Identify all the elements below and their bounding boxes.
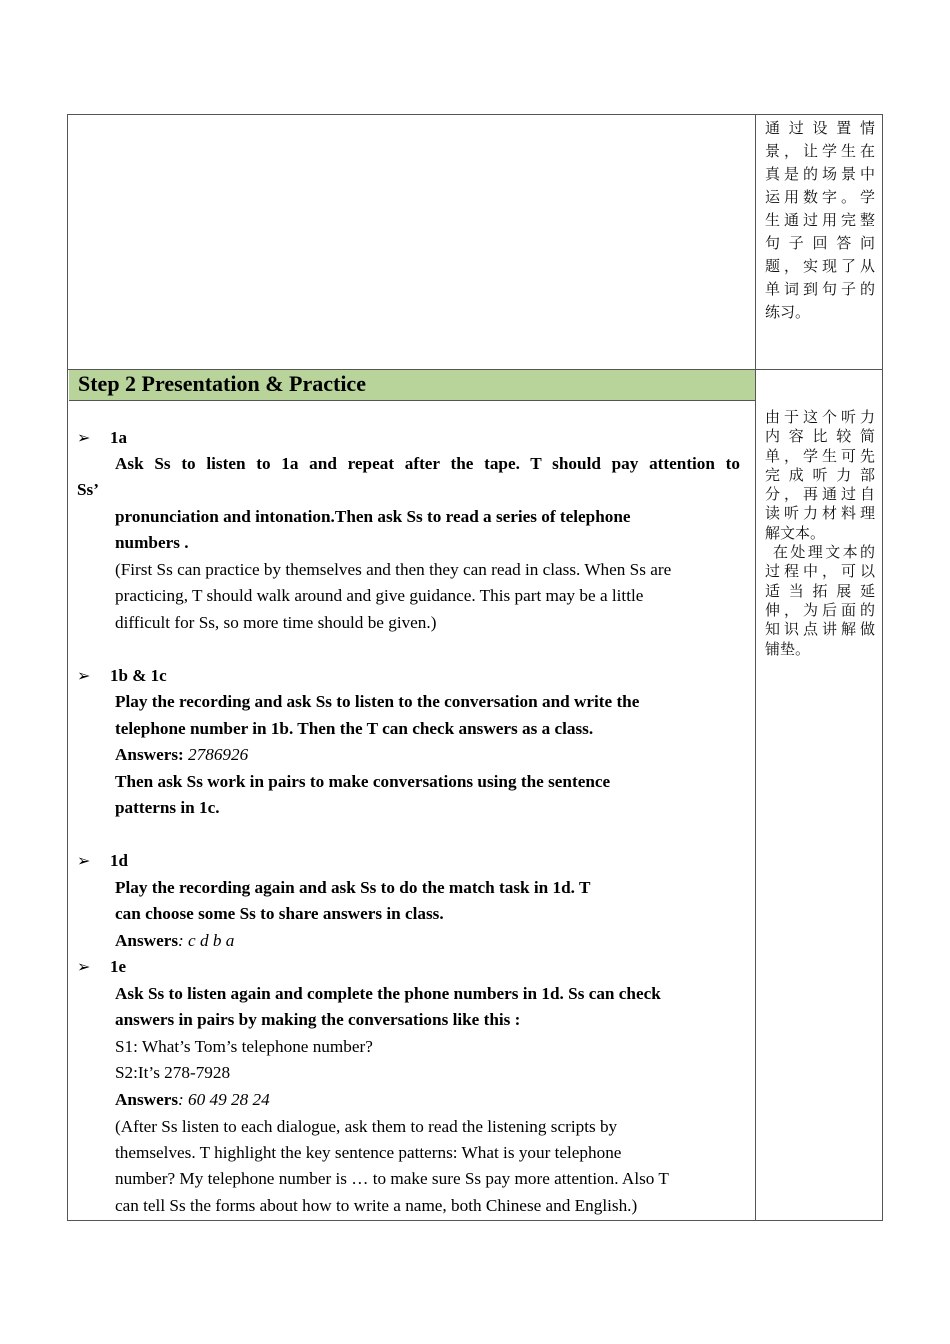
section-head-1d: 1d [110,851,128,870]
section-head-1e: 1e [110,957,127,976]
answer-label: Answers [115,1090,179,1109]
bullet-arrow-icon: ➢ [77,959,91,976]
text-line: Play the recording and ask Ss to listen to the conversation and write the [115,692,640,711]
note-line: 由于这个听力 [765,408,875,426]
note-line: 分，再通过自 [765,485,875,504]
note-line: 句子回答问 [765,234,875,252]
note-line: 真是的场景中 [765,165,875,183]
note-line: 景，让学生在 [765,142,875,160]
text-line: difficult for Ss, so more time should be given.) [115,613,437,632]
answer-label: Answers [115,931,179,950]
note-line: 过程中，可以 [765,562,875,581]
note-line: 通过设置情 [765,119,875,137]
text-line: (After Ss listen to each dialogue, ask them to read the listening scripts by [115,1117,618,1136]
dialogue-line: S1: What’s Tom’s telephone number? [115,1037,373,1056]
note-line: 适当拓展延 [765,581,875,600]
section-head-1b-1c: 1b & 1c [110,666,167,685]
text-line: can choose some Ss to share answers in class. [115,904,444,923]
step-heading [69,370,755,401]
text-line: (First Ss can practice by themselves and then they can read in class. When Ss are [115,560,672,579]
note-line: 单词到句子的 [765,280,875,298]
note-line: 生通过用完整 [765,211,875,229]
answer-label: Answers: [115,745,184,764]
text-line: number? My telephone number is … to make sure Ss pay more attention. Also T [115,1169,669,1188]
note-line: 单，学生可先 [765,446,875,465]
text-line: Ask Ss to listen again and complete the phone numbers in 1d. Ss can check [115,984,661,1003]
bullet-arrow-icon: ➢ [77,668,91,685]
section-head-1a: 1a [110,428,127,447]
note-line: 知识点讲解做 [765,620,875,639]
text-line: can tell Ss the forms about how to write a name, both Chinese and English.) [115,1196,638,1215]
text-line: practicing, T should walk around and give guidance. This part may be a little [115,586,644,605]
lesson-plan-table [67,114,883,1221]
note-line: 完成听力部 [765,465,875,484]
note-line: 题，实现了从 [765,257,875,275]
note-line: 内容比较简 [765,427,875,446]
text-line: Then ask Ss work in pairs to make conversations using the sentence [115,772,611,791]
text-line: telephone number in 1b. Then the T can check answers as a class. [115,719,594,738]
text-line: pronunciation and intonation.Then ask Ss to read a series of telephone [115,507,631,526]
note-line: 练习。 [765,303,811,321]
column-divider [755,115,756,1220]
bullet-arrow-icon: ➢ [77,430,91,447]
answer-value: : c d b a [178,931,235,950]
answer-value: 2786926 [183,745,249,764]
text-line: Ask Ss to listen to 1a and repeat after the tape. T should pay attention to [115,454,740,473]
note-line: 读听力材料理 [765,504,875,523]
design-note-top [765,117,875,324]
note-line: 铺垫。 [765,639,811,658]
text-line: numbers . [115,533,189,552]
note-line: 伸，为后面的 [765,600,875,619]
note-line: 解文本。 [765,523,826,542]
step-title: Step 2 Presentation & Practice [78,371,366,396]
note-line: 运用数字。学 [765,188,875,206]
text-line: Play the recording again and ask Ss to do the match task in 1d. T [115,878,591,897]
text-line: answers in pairs by making the conversations like this : [115,1010,521,1029]
answer-line [115,930,234,952]
bullet-arrow-icon: ➢ [77,853,91,870]
answer-line [115,744,248,766]
dialogue-line: S2:It’s 278-7928 [115,1063,231,1082]
design-note-bottom [765,408,875,659]
answer-line [115,1089,270,1111]
text-line: themselves. T highlight the key sentence patterns: What is your telephone [115,1143,622,1162]
text-line: patterns in 1c. [115,798,220,817]
answer-value: : 60 49 28 24 [178,1090,270,1109]
note-line: 在处理文本的 [773,543,875,562]
text-line: Ss’ [77,480,99,499]
